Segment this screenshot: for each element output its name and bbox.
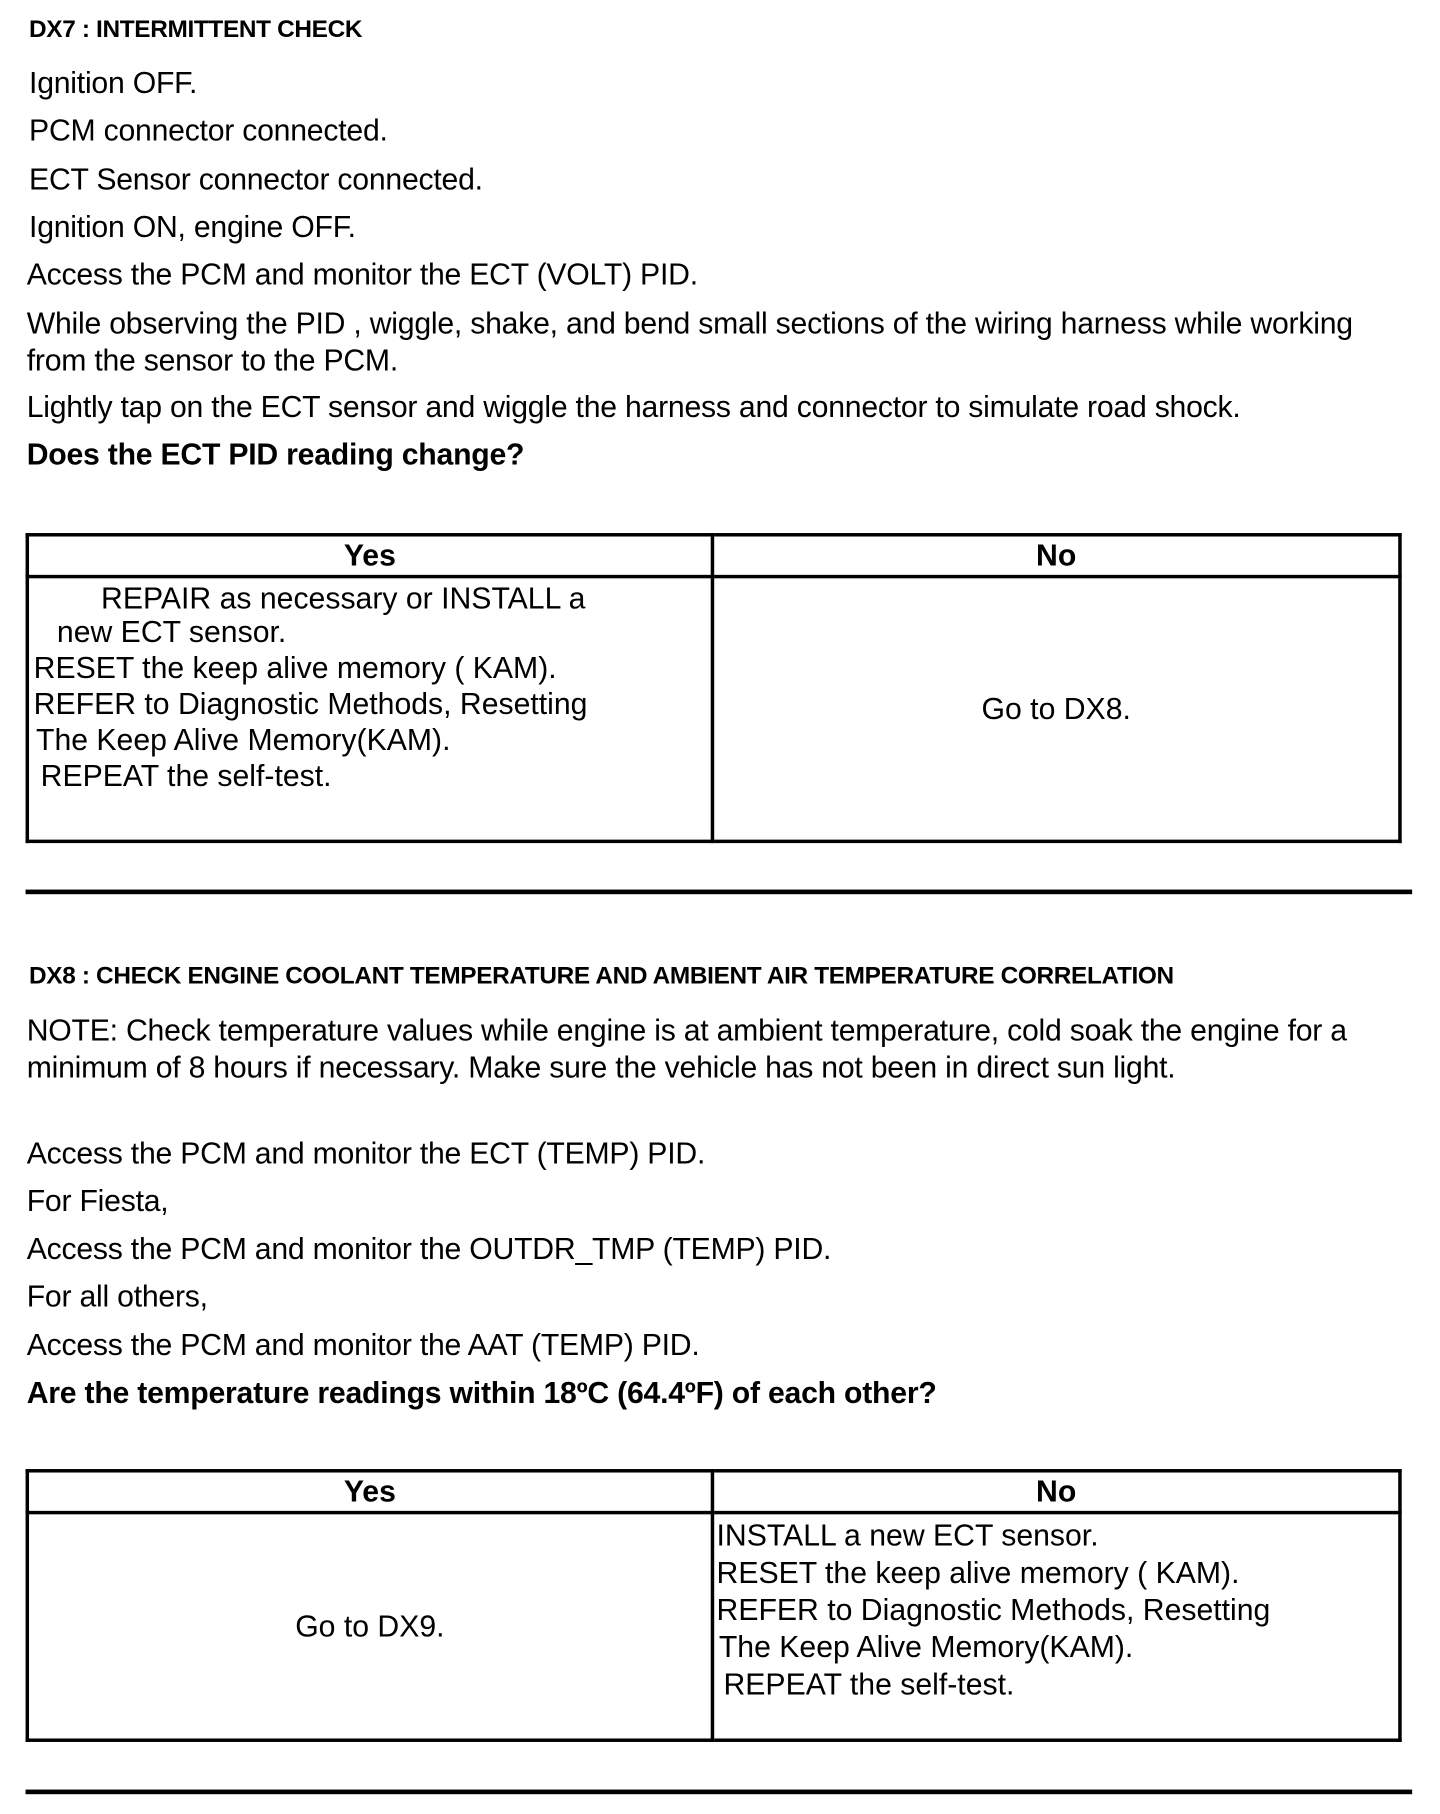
yes-line: The Keep Alive Memory(KAM). <box>36 722 451 758</box>
yes-line: RESET the keep alive memory ( KAM). <box>33 650 557 686</box>
dx8-decision-table <box>26 1469 1402 1742</box>
go-to-dx9-link[interactable]: Go to DX9. <box>295 1608 445 1644</box>
yes-line: REPEAT the self-test. <box>40 758 332 794</box>
dx8-step: Access the PCM and monitor the ECT (TEMP) PID. <box>26 1135 706 1171</box>
no-line: The Keep Alive Memory(KAM). <box>718 1629 1134 1665</box>
dx7-decision-table <box>26 533 1402 843</box>
yes-header: Yes <box>27 1471 712 1513</box>
dx8-step: Access the PCM and monitor the AAT (TEMP) PID. <box>26 1327 700 1363</box>
yes-line: REPAIR as necessary or INSTALL a <box>101 580 586 616</box>
dx7-step: Ignition ON, engine OFF. <box>29 209 356 244</box>
section-divider <box>26 890 1413 895</box>
no-header: No <box>712 1471 1399 1513</box>
dx7-step: Ignition OFF. <box>29 65 198 100</box>
dx7-heading: DX7 : INTERMITTENT CHECK <box>29 16 363 43</box>
yes-line: REFER to Diagnostic Methods, Resetting <box>33 686 588 722</box>
no-line: REPEAT the self-test. <box>723 1666 1015 1702</box>
dx8-step: For Fiesta, <box>26 1183 169 1219</box>
dx7-step: While observing the PID , wiggle, shake, and bend small sections of the wiring harness while working from the sensor to the PCM. <box>26 305 1353 378</box>
dx8-note: NOTE: Check temperature values while engine is at ambient temperature, cold soak the engine for a minimum of 8 hours if necessary. Make sure the vehicle has not been in direct sun light. <box>26 1012 1347 1085</box>
dx8-heading: DX8 : CHECK ENGINE COOLANT TEMPERATURE AND AMBIENT AIR TEMPERATURE CORRELATION <box>29 962 1174 990</box>
go-to-dx8-link[interactable]: Go to DX8. <box>981 690 1131 726</box>
dx7-step: ECT Sensor connector connected. <box>29 161 483 197</box>
dx8-question: Are the temperature readings within 18ºC (64.4ºF) of each other? <box>26 1374 937 1410</box>
yes-header: Yes <box>27 535 712 577</box>
no-header: No <box>712 535 1399 577</box>
dx7-step: Lightly tap on the ECT sensor and wiggle the harness and connector to simulate road shock. <box>26 389 1241 424</box>
yes-line: new ECT sensor. <box>56 614 287 650</box>
no-line: REFER to Diagnostic Methods, Resetting <box>716 1592 1271 1627</box>
no-cell <box>712 1513 1399 1741</box>
dx7-step: PCM connector connected. <box>29 112 388 148</box>
no-cell <box>712 577 1399 842</box>
dx8-step: Access the PCM and monitor the OUTDR_TMP (TEMP) PID. <box>26 1230 832 1266</box>
yes-cell <box>27 577 712 842</box>
dx7-question: Does the ECT PID reading change? <box>26 436 525 472</box>
dx7-step: Access the PCM and monitor the ECT (VOLT) PID. <box>26 256 698 292</box>
yes-cell <box>27 1513 712 1741</box>
section-divider <box>26 1790 1413 1795</box>
no-line: RESET the keep alive memory ( KAM). <box>716 1554 1240 1590</box>
dx8-step: For all others, <box>26 1278 208 1314</box>
no-line: INSTALL a new ECT sensor. <box>716 1517 1099 1553</box>
